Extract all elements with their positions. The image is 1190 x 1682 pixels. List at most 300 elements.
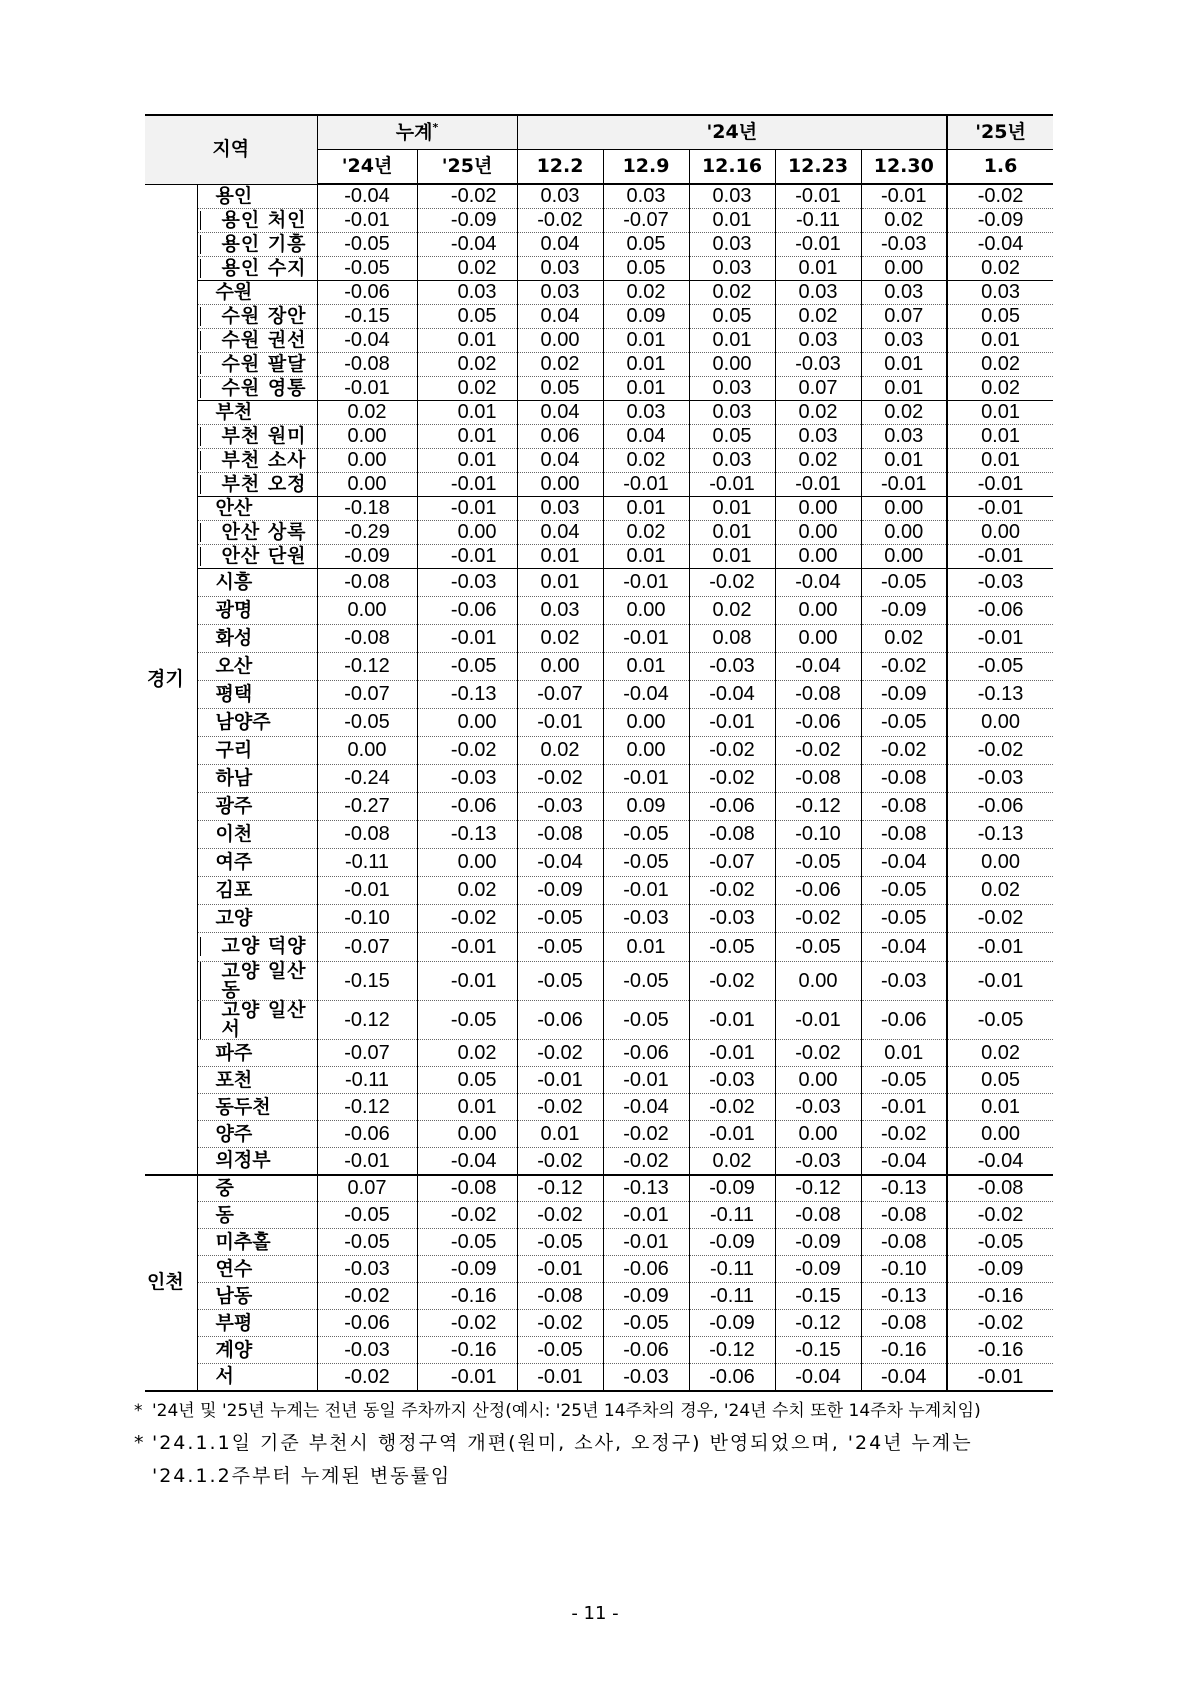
value-cell: -0.02 <box>689 764 775 792</box>
region-name <box>197 448 317 472</box>
table-row <box>145 328 1053 352</box>
value-cell: -0.02 <box>317 1283 417 1310</box>
value-cell: 0.03 <box>603 400 689 424</box>
value-cell: -0.02 <box>689 568 775 596</box>
value-cell: -0.11 <box>689 1256 775 1283</box>
value-cell: -0.01 <box>947 932 1053 962</box>
value-cell: 0.00 <box>775 1067 861 1094</box>
region-name <box>197 544 317 568</box>
value-cell: -0.12 <box>689 1337 775 1364</box>
value-cell: -0.12 <box>317 1001 417 1040</box>
table-row <box>145 876 1053 904</box>
table-row <box>145 1040 1053 1067</box>
table-row <box>145 1229 1053 1256</box>
value-cell: 0.00 <box>603 596 689 624</box>
value-cell: -0.06 <box>775 876 861 904</box>
value-cell: -0.05 <box>947 1229 1053 1256</box>
value-cell: -0.02 <box>689 736 775 764</box>
table-row <box>145 208 1053 232</box>
subregion-name: 부천 소사 <box>200 451 317 470</box>
value-cell: -0.03 <box>417 764 517 792</box>
value-cell: 0.09 <box>603 792 689 820</box>
value-cell: -0.01 <box>317 208 417 232</box>
table-row <box>145 1121 1053 1148</box>
value-cell: 0.04 <box>517 304 603 328</box>
subregion-name: 고양 일산서 <box>200 1001 317 1039</box>
region-name: 안산 <box>197 496 317 520</box>
value-cell: -0.01 <box>689 1001 775 1040</box>
value-cell: 0.02 <box>861 208 947 232</box>
value-cell: 0.07 <box>861 304 947 328</box>
table-row <box>145 1175 1053 1202</box>
value-cell: -0.07 <box>689 848 775 876</box>
value-cell: 0.08 <box>689 624 775 652</box>
value-cell: -0.05 <box>775 932 861 962</box>
value-cell: -0.01 <box>603 1202 689 1229</box>
year-2025-header: '25년 <box>947 115 1053 150</box>
value-cell: -0.01 <box>775 1001 861 1040</box>
region-name <box>197 520 317 544</box>
value-cell: -0.10 <box>861 1256 947 1283</box>
value-cell: 0.02 <box>517 624 603 652</box>
footnote-2: * '24.1.1일 기준 부천시 행정구역 개편(원미, 소사, 오정구) 반영되었으며, '24년 누계는 <box>134 1432 973 1454</box>
value-cell: -0.04 <box>603 1094 689 1121</box>
value-cell: -0.12 <box>775 1175 861 1202</box>
value-cell: -0.01 <box>861 1094 947 1121</box>
value-cell: 0.00 <box>317 424 417 448</box>
value-cell: -0.04 <box>317 328 417 352</box>
value-cell: 0.01 <box>689 544 775 568</box>
value-cell: 0.01 <box>417 424 517 448</box>
value-cell: 0.01 <box>947 448 1053 472</box>
value-cell: 0.02 <box>603 448 689 472</box>
value-cell: -0.01 <box>775 472 861 496</box>
value-cell: -0.03 <box>861 962 947 1001</box>
value-cell: 0.02 <box>317 400 417 424</box>
value-cell: 0.01 <box>861 1040 947 1067</box>
value-cell: -0.02 <box>775 1040 861 1067</box>
value-cell: -0.02 <box>603 1121 689 1148</box>
value-cell: -0.01 <box>947 496 1053 520</box>
value-cell: -0.03 <box>775 352 861 376</box>
value-cell: 0.00 <box>317 596 417 624</box>
value-cell: -0.04 <box>317 184 417 208</box>
value-cell: -0.03 <box>317 1256 417 1283</box>
value-cell: -0.04 <box>689 680 775 708</box>
value-cell: 0.03 <box>775 280 861 304</box>
table-row <box>145 596 1053 624</box>
value-cell: 0.05 <box>417 304 517 328</box>
value-cell: 0.01 <box>947 1094 1053 1121</box>
value-cell: 0.01 <box>603 652 689 680</box>
value-cell: 0.00 <box>861 544 947 568</box>
value-cell: -0.11 <box>317 848 417 876</box>
value-cell: -0.05 <box>517 1229 603 1256</box>
value-cell: -0.04 <box>417 1148 517 1175</box>
value-cell: -0.09 <box>417 1256 517 1283</box>
table-row <box>145 1310 1053 1337</box>
value-cell: 0.02 <box>517 352 603 376</box>
region-name <box>197 208 317 232</box>
table-row <box>145 708 1053 736</box>
value-cell: -0.11 <box>689 1202 775 1229</box>
value-cell: -0.09 <box>317 544 417 568</box>
region-name <box>197 932 317 962</box>
region-name: 평택 <box>197 680 317 708</box>
value-cell: -0.01 <box>417 496 517 520</box>
value-cell: 0.00 <box>517 472 603 496</box>
value-cell: 0.03 <box>947 280 1053 304</box>
value-cell: 0.00 <box>861 520 947 544</box>
value-cell: -0.04 <box>861 932 947 962</box>
col-header: 12.30 <box>861 150 947 185</box>
subregion-name: 수원 장안 <box>200 307 317 326</box>
value-cell: -0.05 <box>861 904 947 932</box>
value-cell: 0.02 <box>947 376 1053 400</box>
value-cell: -0.07 <box>317 1040 417 1067</box>
value-cell: 0.07 <box>317 1175 417 1202</box>
value-cell: 0.00 <box>417 520 517 544</box>
value-cell: -0.09 <box>517 876 603 904</box>
region-name: 광명 <box>197 596 317 624</box>
value-cell: -0.01 <box>603 876 689 904</box>
value-cell: 0.01 <box>947 328 1053 352</box>
value-cell: 0.05 <box>689 424 775 448</box>
value-cell: 0.02 <box>775 400 861 424</box>
value-cell: 0.01 <box>603 376 689 400</box>
table-row <box>145 1148 1053 1175</box>
value-cell: -0.03 <box>689 1067 775 1094</box>
subregion-name: 부천 오정 <box>200 475 317 494</box>
value-cell: 0.00 <box>317 472 417 496</box>
value-cell: -0.05 <box>947 652 1053 680</box>
page-number: - 11 - <box>571 1603 619 1624</box>
value-cell: -0.02 <box>689 962 775 1001</box>
value-cell: 0.02 <box>603 520 689 544</box>
value-cell: -0.01 <box>603 624 689 652</box>
value-cell: -0.03 <box>689 904 775 932</box>
col-header: '24년 <box>317 150 417 185</box>
value-cell: 0.01 <box>417 448 517 472</box>
value-cell: -0.05 <box>689 932 775 962</box>
table-row <box>145 400 1053 424</box>
value-cell: -0.03 <box>775 1148 861 1175</box>
value-cell: -0.04 <box>775 568 861 596</box>
value-cell: 0.03 <box>861 328 947 352</box>
value-cell: -0.06 <box>417 596 517 624</box>
value-cell: 0.00 <box>517 328 603 352</box>
value-cell: -0.06 <box>417 792 517 820</box>
value-cell: 0.01 <box>603 544 689 568</box>
value-cell: 0.00 <box>775 496 861 520</box>
value-cell: -0.05 <box>861 876 947 904</box>
value-cell: -0.01 <box>947 544 1053 568</box>
value-cell: -0.05 <box>861 1067 947 1094</box>
value-cell: 0.02 <box>947 256 1053 280</box>
value-cell: 0.05 <box>947 304 1053 328</box>
region-name: 이천 <box>197 820 317 848</box>
value-cell: -0.07 <box>517 680 603 708</box>
table-row <box>145 1067 1053 1094</box>
value-cell: -0.10 <box>317 904 417 932</box>
value-cell: 0.01 <box>603 352 689 376</box>
col-header: 12.2 <box>517 150 603 185</box>
value-cell: 0.03 <box>689 232 775 256</box>
value-cell: 0.05 <box>947 1067 1053 1094</box>
table-row <box>145 352 1053 376</box>
subregion-name: 용인 수지 <box>200 259 317 278</box>
value-cell: 0.05 <box>603 232 689 256</box>
value-cell: -0.02 <box>775 904 861 932</box>
value-cell: -0.05 <box>603 848 689 876</box>
value-cell: -0.01 <box>317 876 417 904</box>
table-row <box>145 1202 1053 1229</box>
region-name <box>197 472 317 496</box>
value-cell: -0.06 <box>317 1121 417 1148</box>
value-cell: -0.16 <box>947 1283 1053 1310</box>
value-cell: 0.04 <box>517 400 603 424</box>
footnote-1: * '24년 및 '25년 누계는 전년 동일 주차까지 산정(예시: '25년 14주차의 경우, '24년 수치 또한 14주차 누계치임) <box>134 1401 981 1421</box>
value-cell: -0.05 <box>317 708 417 736</box>
value-cell: 0.02 <box>689 1148 775 1175</box>
value-cell: -0.01 <box>689 1040 775 1067</box>
value-cell: 0.02 <box>417 1040 517 1067</box>
value-cell: -0.02 <box>517 208 603 232</box>
value-cell: -0.02 <box>947 736 1053 764</box>
value-cell: -0.03 <box>517 792 603 820</box>
table-row <box>145 424 1053 448</box>
value-cell: -0.01 <box>317 376 417 400</box>
value-cell: 0.02 <box>861 624 947 652</box>
subregion-name: 수원 권선 <box>200 331 317 350</box>
value-cell: -0.05 <box>603 962 689 1001</box>
value-cell: 0.02 <box>947 352 1053 376</box>
table-row <box>145 184 1053 208</box>
value-cell: 0.03 <box>689 184 775 208</box>
value-cell: -0.12 <box>317 652 417 680</box>
value-cell: -0.01 <box>603 764 689 792</box>
value-cell: -0.04 <box>861 848 947 876</box>
value-cell: 0.03 <box>775 328 861 352</box>
value-cell: -0.06 <box>317 280 417 304</box>
value-cell: 0.04 <box>517 448 603 472</box>
value-cell: 0.02 <box>689 596 775 624</box>
value-cell: -0.02 <box>517 1040 603 1067</box>
table-row <box>145 232 1053 256</box>
value-cell: 0.02 <box>517 736 603 764</box>
value-cell: -0.05 <box>603 1001 689 1040</box>
value-cell: -0.05 <box>603 1310 689 1337</box>
incheon-province-label: 인천 <box>145 1175 197 1391</box>
value-cell: 0.01 <box>517 544 603 568</box>
subregion-name: 용인 기흥 <box>200 235 317 254</box>
table-row <box>145 764 1053 792</box>
region-name: 시흥 <box>197 568 317 596</box>
table-row <box>145 568 1053 596</box>
value-cell: 0.03 <box>689 448 775 472</box>
value-cell: -0.01 <box>417 1364 517 1391</box>
value-cell: -0.02 <box>947 904 1053 932</box>
value-cell: -0.01 <box>417 472 517 496</box>
value-cell: -0.01 <box>517 1364 603 1391</box>
value-cell: 0.03 <box>517 496 603 520</box>
region-name: 양주 <box>197 1121 317 1148</box>
value-cell: 0.01 <box>775 256 861 280</box>
value-cell: 0.02 <box>947 1040 1053 1067</box>
region-name: 연수 <box>197 1256 317 1283</box>
table-row <box>145 792 1053 820</box>
value-cell: -0.03 <box>947 764 1053 792</box>
value-cell: -0.08 <box>317 820 417 848</box>
value-cell: 0.01 <box>689 520 775 544</box>
region-name: 고양 <box>197 904 317 932</box>
value-cell: -0.02 <box>417 184 517 208</box>
table-row <box>145 1283 1053 1310</box>
region-name: 광주 <box>197 792 317 820</box>
table-row <box>145 256 1053 280</box>
col-header: 12.16 <box>689 150 775 185</box>
table-row <box>145 848 1053 876</box>
table-row <box>145 962 1053 1001</box>
value-cell: -0.03 <box>689 652 775 680</box>
region-name: 미추홀 <box>197 1229 317 1256</box>
region-name: 화성 <box>197 624 317 652</box>
value-cell: -0.11 <box>689 1283 775 1310</box>
region-name: 하남 <box>197 764 317 792</box>
value-cell: -0.08 <box>861 820 947 848</box>
subregion-name: 수원 영통 <box>200 379 317 398</box>
table-row <box>145 520 1053 544</box>
value-cell: -0.05 <box>861 708 947 736</box>
value-cell: -0.01 <box>775 232 861 256</box>
region-name: 남동 <box>197 1283 317 1310</box>
col-header: '25년 <box>417 150 517 185</box>
value-cell: -0.01 <box>689 472 775 496</box>
value-cell: -0.08 <box>775 1202 861 1229</box>
value-cell: 0.01 <box>861 448 947 472</box>
value-cell: -0.09 <box>689 1175 775 1202</box>
value-cell: 0.02 <box>417 256 517 280</box>
value-cell: -0.02 <box>517 1148 603 1175</box>
value-cell: -0.01 <box>775 184 861 208</box>
value-cell: -0.08 <box>861 792 947 820</box>
value-cell: -0.05 <box>861 568 947 596</box>
value-cell: -0.05 <box>517 1337 603 1364</box>
value-cell: -0.02 <box>689 876 775 904</box>
region-name: 동 <box>197 1202 317 1229</box>
value-cell: 0.05 <box>517 376 603 400</box>
region-name: 중 <box>197 1175 317 1202</box>
value-cell: 0.09 <box>603 304 689 328</box>
value-cell: 0.00 <box>417 1121 517 1148</box>
table-row <box>145 1364 1053 1391</box>
subregion-name: 수원 팔달 <box>200 355 317 374</box>
value-cell: 0.00 <box>947 1121 1053 1148</box>
region-name: 용인 <box>197 184 317 208</box>
table-row <box>145 304 1053 328</box>
value-cell: -0.07 <box>317 680 417 708</box>
price-change-table <box>145 114 1053 1392</box>
value-cell: -0.16 <box>417 1337 517 1364</box>
value-cell: 0.02 <box>775 304 861 328</box>
value-cell: -0.04 <box>775 652 861 680</box>
value-cell: 0.02 <box>861 400 947 424</box>
value-cell: -0.08 <box>861 1310 947 1337</box>
value-cell: 0.01 <box>689 328 775 352</box>
value-cell: 0.01 <box>417 400 517 424</box>
value-cell: -0.01 <box>517 708 603 736</box>
table-row <box>145 376 1053 400</box>
subregion-name: 용인 처인 <box>200 211 317 230</box>
value-cell: -0.06 <box>603 1256 689 1283</box>
value-cell: 0.00 <box>317 448 417 472</box>
value-cell: -0.05 <box>317 1229 417 1256</box>
table-row <box>145 472 1053 496</box>
value-cell: -0.08 <box>317 568 417 596</box>
value-cell: 0.03 <box>517 280 603 304</box>
value-cell: -0.12 <box>517 1175 603 1202</box>
value-cell: -0.03 <box>947 568 1053 596</box>
value-cell: 0.01 <box>517 568 603 596</box>
table-row <box>145 736 1053 764</box>
value-cell: -0.29 <box>317 520 417 544</box>
value-cell: -0.02 <box>317 1364 417 1391</box>
value-cell: 0.05 <box>603 256 689 280</box>
table-row <box>145 680 1053 708</box>
value-cell: -0.24 <box>317 764 417 792</box>
value-cell: 0.00 <box>861 256 947 280</box>
value-cell: -0.08 <box>775 764 861 792</box>
region-name <box>197 232 317 256</box>
value-cell: -0.06 <box>861 1001 947 1040</box>
value-cell: 0.00 <box>775 544 861 568</box>
region-name: 포천 <box>197 1067 317 1094</box>
value-cell: 0.03 <box>517 256 603 280</box>
value-cell: -0.05 <box>417 1229 517 1256</box>
subregion-name: 부천 원미 <box>200 427 317 446</box>
value-cell: 0.00 <box>603 708 689 736</box>
value-cell: -0.11 <box>317 1067 417 1094</box>
value-cell: -0.05 <box>947 1001 1053 1040</box>
region-name: 부천 <box>197 400 317 424</box>
value-cell: -0.06 <box>947 596 1053 624</box>
value-cell: -0.13 <box>417 680 517 708</box>
value-cell: 0.00 <box>775 520 861 544</box>
region-name <box>197 376 317 400</box>
value-cell: -0.01 <box>517 1256 603 1283</box>
value-cell: 0.06 <box>517 424 603 448</box>
value-cell: -0.01 <box>603 1067 689 1094</box>
value-cell: -0.07 <box>603 208 689 232</box>
value-cell: 0.01 <box>417 1094 517 1121</box>
table-row <box>145 904 1053 932</box>
value-cell: -0.05 <box>517 904 603 932</box>
table-row <box>145 496 1053 520</box>
value-cell: -0.06 <box>775 708 861 736</box>
value-cell: -0.09 <box>689 1310 775 1337</box>
value-cell: 0.03 <box>775 424 861 448</box>
value-cell: 0.01 <box>603 496 689 520</box>
region-name: 동두천 <box>197 1094 317 1121</box>
region-name <box>197 962 317 1001</box>
value-cell: -0.12 <box>775 792 861 820</box>
value-cell: 0.00 <box>947 520 1053 544</box>
col-header: 12.23 <box>775 150 861 185</box>
value-cell: -0.04 <box>947 1148 1053 1175</box>
value-cell: 0.04 <box>603 424 689 448</box>
value-cell: -0.16 <box>861 1337 947 1364</box>
value-cell: -0.02 <box>417 904 517 932</box>
